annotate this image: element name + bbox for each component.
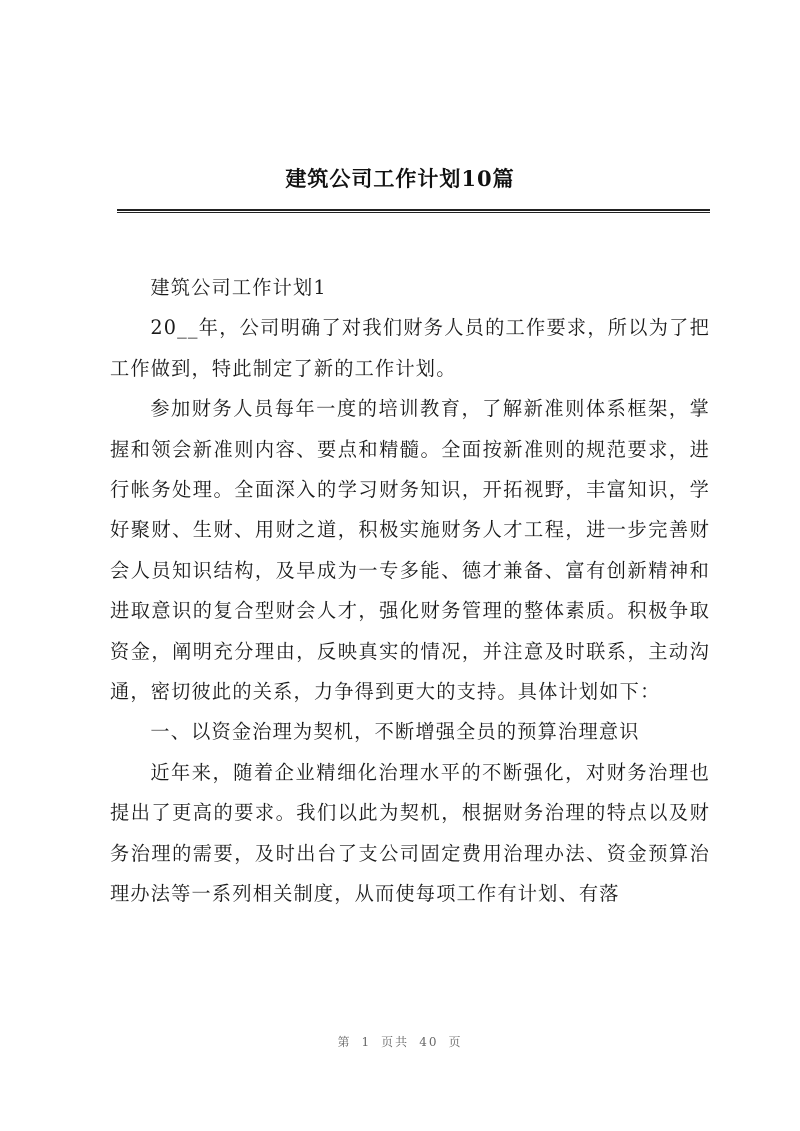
- title-divider: [117, 209, 710, 213]
- footer-prefix: 第: [337, 1035, 352, 1049]
- subsection-heading: 一、以资金治理为契机，不断增强全员的预算治理意识: [150, 720, 640, 744]
- body-paragraph: 20__年，公司明确了对我们财务人员的工作要求，所以为了把工作做到，特此制定了新的工作计划。: [110, 316, 710, 380]
- body-paragraph: 参加财务人员每年一度的培训教育，了解新准则体系框架，掌握和领会新准则内容、要点和精髓。全面按新准则的规范要求，进行帐务处理。全面深入的学习财务知识，开拓视野，丰富知识，学好聚财、生财、用财之道，积极实施财务人才工程，进一步完善财会人员知识结构，及早成为一专多能、德才兼备、富有创新精神和进取意识的复合型财会人才，强化财务管理的整体素质。积极争取资金，阐明充分理由，反映真实的情况，并注意及时联系，主动沟通，密切彼此的关系，力争得到更大的支持。具体计划如下：: [110, 397, 710, 704]
- page-footer: [0, 1033, 800, 1050]
- document-title: 建筑公司工作计划10篇: [285, 166, 515, 191]
- body-paragraph: 近年来，随着企业精细化治理水平的不断强化，对财务治理也提出了更高的要求。我们以此为契机，根据财务治理的特点以及财务治理的需要，及时出台了支公司固定费用治理办法、资金预算治理办法等一系列相关制度，从而使每项工作有计划、有落: [110, 760, 710, 906]
- footer-suffix: 页: [448, 1035, 463, 1049]
- section-heading: 建筑公司工作计划1: [150, 276, 327, 299]
- footer-current-page: 1: [361, 1035, 372, 1049]
- document-body: [110, 268, 710, 915]
- footer-middle: 页共: [381, 1035, 410, 1049]
- footer-total-pages: 40: [419, 1035, 439, 1049]
